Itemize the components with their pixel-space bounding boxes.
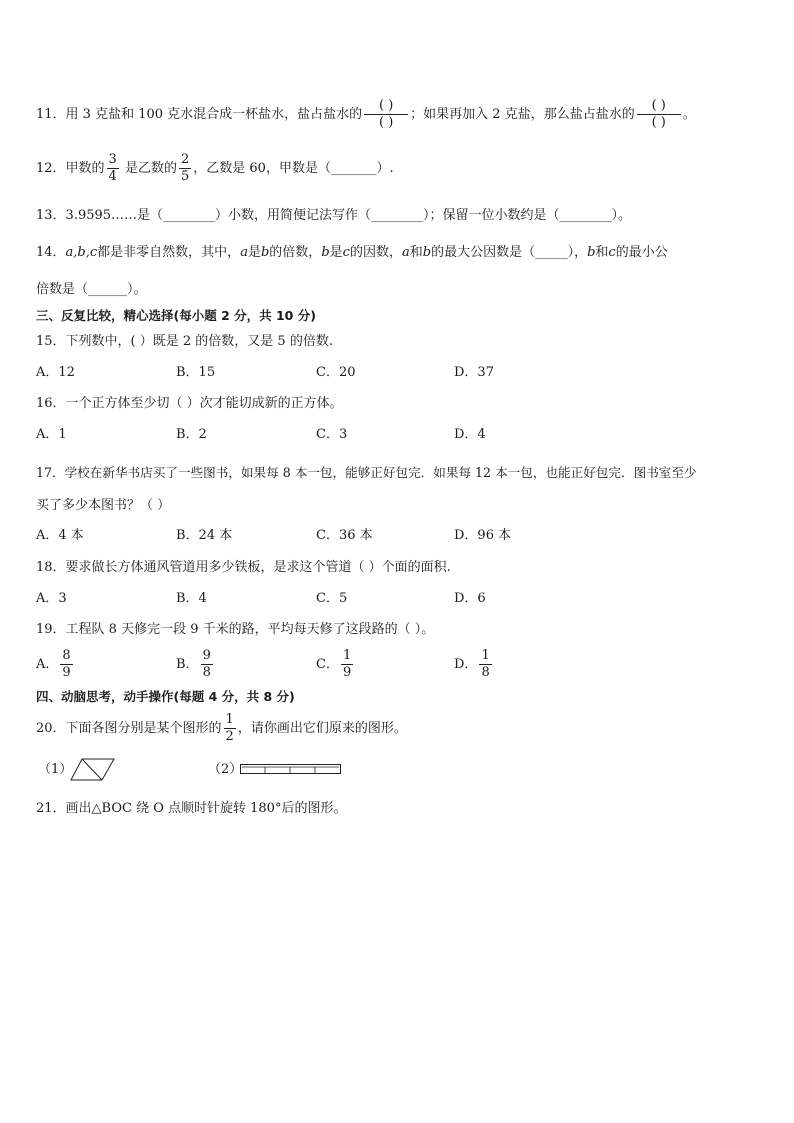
q20-text-b: ，请你画出它们原来的图形。 bbox=[237, 721, 407, 736]
q14-line2: 倍数是（______）。 bbox=[36, 282, 147, 297]
question-11 bbox=[36, 98, 696, 131]
q19-option-b-label: B． bbox=[176, 657, 199, 672]
q14-var-a: a bbox=[240, 245, 248, 260]
q14-t5: 和 bbox=[409, 245, 423, 260]
q12-fraction-2: $\frac{2}{5}$ bbox=[180, 152, 190, 184]
question-16: 16．一个正方体至少切（ ）次才能切成新的正方体。 bbox=[36, 396, 343, 411]
q20-text-a: 20．下面各图分别是某个图形的 bbox=[36, 721, 222, 736]
q19-option-a[interactable] bbox=[36, 648, 75, 681]
question-15: 15．下列数中，( ）既是 2 的倍数，又是 5 的倍数. bbox=[36, 334, 333, 349]
q20-figure-1-parallelogram[interactable] bbox=[70, 758, 116, 782]
q19-option-b-fraction: $\frac{9}{8}$ bbox=[202, 648, 211, 680]
question-14 bbox=[36, 244, 668, 262]
q16-option-d[interactable]: D．4 bbox=[454, 427, 486, 442]
q18-option-a[interactable]: A．3 bbox=[36, 591, 67, 606]
q15-option-a[interactable]: A．12 bbox=[36, 365, 75, 380]
q14-var-b-2: b bbox=[321, 245, 330, 260]
q19-option-a-fraction: $\frac{8}{9}$ bbox=[62, 648, 71, 680]
q12-text-a: 12．甲数的 bbox=[36, 161, 105, 176]
q20-label-2: （2） bbox=[208, 762, 243, 777]
section-4-heading: 四、动脑思考，动手操作(每题 4 分，共 8 分) bbox=[36, 689, 295, 704]
question-20 bbox=[36, 712, 407, 745]
q18-option-b[interactable]: B．4 bbox=[176, 591, 207, 606]
q11-text-c: 。 bbox=[682, 107, 696, 122]
question-19: 19．工程队 8 天修完一段 9 千米的路，平均每天修了这段路的（ ）。 bbox=[36, 622, 435, 637]
q19-option-c[interactable] bbox=[316, 648, 355, 681]
q20-parallelogram-diagonal bbox=[82, 759, 102, 780]
q14-t8: 的最小公 bbox=[615, 245, 668, 260]
q12-text-c: ，乙数是 60，甲数是（_______）. bbox=[193, 161, 394, 176]
q14-t1: 是 bbox=[247, 245, 261, 260]
section-3-heading: 三、反复比较，精心选择(每小题 2 分，共 10 分) bbox=[36, 308, 316, 323]
q14-var-c: c bbox=[342, 245, 350, 260]
q19-option-d[interactable] bbox=[454, 648, 494, 681]
q20-figure-2-strip[interactable] bbox=[240, 764, 342, 776]
q11-text-a: 11．用 3 克盐和 100 克水混合成一杯盐水，盐占盐水的 bbox=[36, 107, 363, 122]
q14-t6: 的最大公因数是（_____）， bbox=[431, 245, 588, 260]
q14-number: 14． bbox=[36, 245, 66, 260]
q14-var-a-2: a bbox=[401, 245, 410, 260]
q16-option-b[interactable]: B．2 bbox=[176, 427, 207, 442]
q15-option-d[interactable]: D．37 bbox=[454, 365, 494, 380]
q14-vars: a,b,c bbox=[65, 245, 98, 260]
q11-text-b: ；如果再加入 2 克盐，那么盐占盐水的 bbox=[410, 107, 635, 122]
q19-option-c-fraction: $\frac{1}{9}$ bbox=[342, 648, 352, 680]
q19-option-b[interactable] bbox=[176, 648, 215, 681]
q14-t2: 的倍数， bbox=[269, 245, 322, 260]
question-17-line-1: 17．学校在新华书店买了一些图书，如果每 8 本一包，能够正好包完．如果每 12 本一包，也能正好包完．图书室至少 bbox=[36, 465, 697, 480]
q12-fraction-1: $\frac{3}{4}$ bbox=[108, 152, 117, 184]
q17-option-a[interactable]: A．4 本 bbox=[36, 528, 84, 543]
q17-option-c[interactable]: C．36 本 bbox=[316, 528, 373, 543]
q16-option-a[interactable]: A．1 bbox=[36, 427, 67, 442]
question-17-line-2: 买了多少本图书？（ ） bbox=[36, 498, 171, 513]
q15-option-b[interactable]: B．15 bbox=[176, 365, 216, 380]
question-13 bbox=[36, 207, 631, 225]
q20-fraction: $\frac{1}{2}$ bbox=[225, 712, 234, 744]
q16-option-c[interactable]: C．3 bbox=[316, 427, 348, 442]
q14-t3: 是 bbox=[329, 245, 343, 260]
q13-text: 13．3.9595……是（________）小数，用简便记法写作（________）；保留一位小数约是（________）。 bbox=[36, 208, 632, 223]
q11-blank-fraction-1[interactable]: $\frac{( )}{( )}$ bbox=[364, 98, 408, 131]
q14-var-b-3: b bbox=[422, 245, 432, 260]
q18-option-c[interactable]: C．5 bbox=[316, 591, 348, 606]
q19-option-d-label: D． bbox=[454, 657, 478, 672]
q14-t4: 的因数， bbox=[349, 245, 402, 260]
q20-label-1: （1） bbox=[38, 762, 73, 777]
question-12 bbox=[36, 152, 394, 185]
q14-var-b: b bbox=[260, 245, 270, 260]
q11-blank-fraction-2[interactable]: $\frac{( )}{( )}$ bbox=[637, 98, 681, 131]
q14-var-b-4: b bbox=[587, 245, 596, 260]
q12-text-b: 是乙数的 bbox=[124, 161, 177, 176]
q17-option-b[interactable]: B．24 本 bbox=[176, 528, 233, 543]
q20-strip-outline bbox=[241, 765, 341, 774]
q14-var-c-2: c bbox=[608, 245, 616, 260]
question-14-line-2 bbox=[36, 281, 147, 299]
q19-option-c-label: C． bbox=[316, 657, 339, 672]
q19-option-d-fraction: $\frac{1}{8}$ bbox=[481, 648, 490, 680]
question-21: 21．画出△BOC 绕 O 点顺时针旋转 180°后的图形。 bbox=[36, 801, 347, 816]
q14-t7: 和 bbox=[595, 245, 609, 260]
q15-option-c[interactable]: C．20 bbox=[316, 365, 356, 380]
question-18: 18．要求做长方体通风管道用多少铁板，是求这个管道（ ）个面的面积. bbox=[36, 560, 451, 575]
q17-option-d[interactable]: D．96 本 bbox=[454, 528, 512, 543]
q18-option-d[interactable]: D．6 bbox=[454, 591, 486, 606]
q14-text-b: 都是非零自然数，其中， bbox=[97, 245, 241, 260]
q19-option-a-label: A． bbox=[36, 657, 59, 672]
